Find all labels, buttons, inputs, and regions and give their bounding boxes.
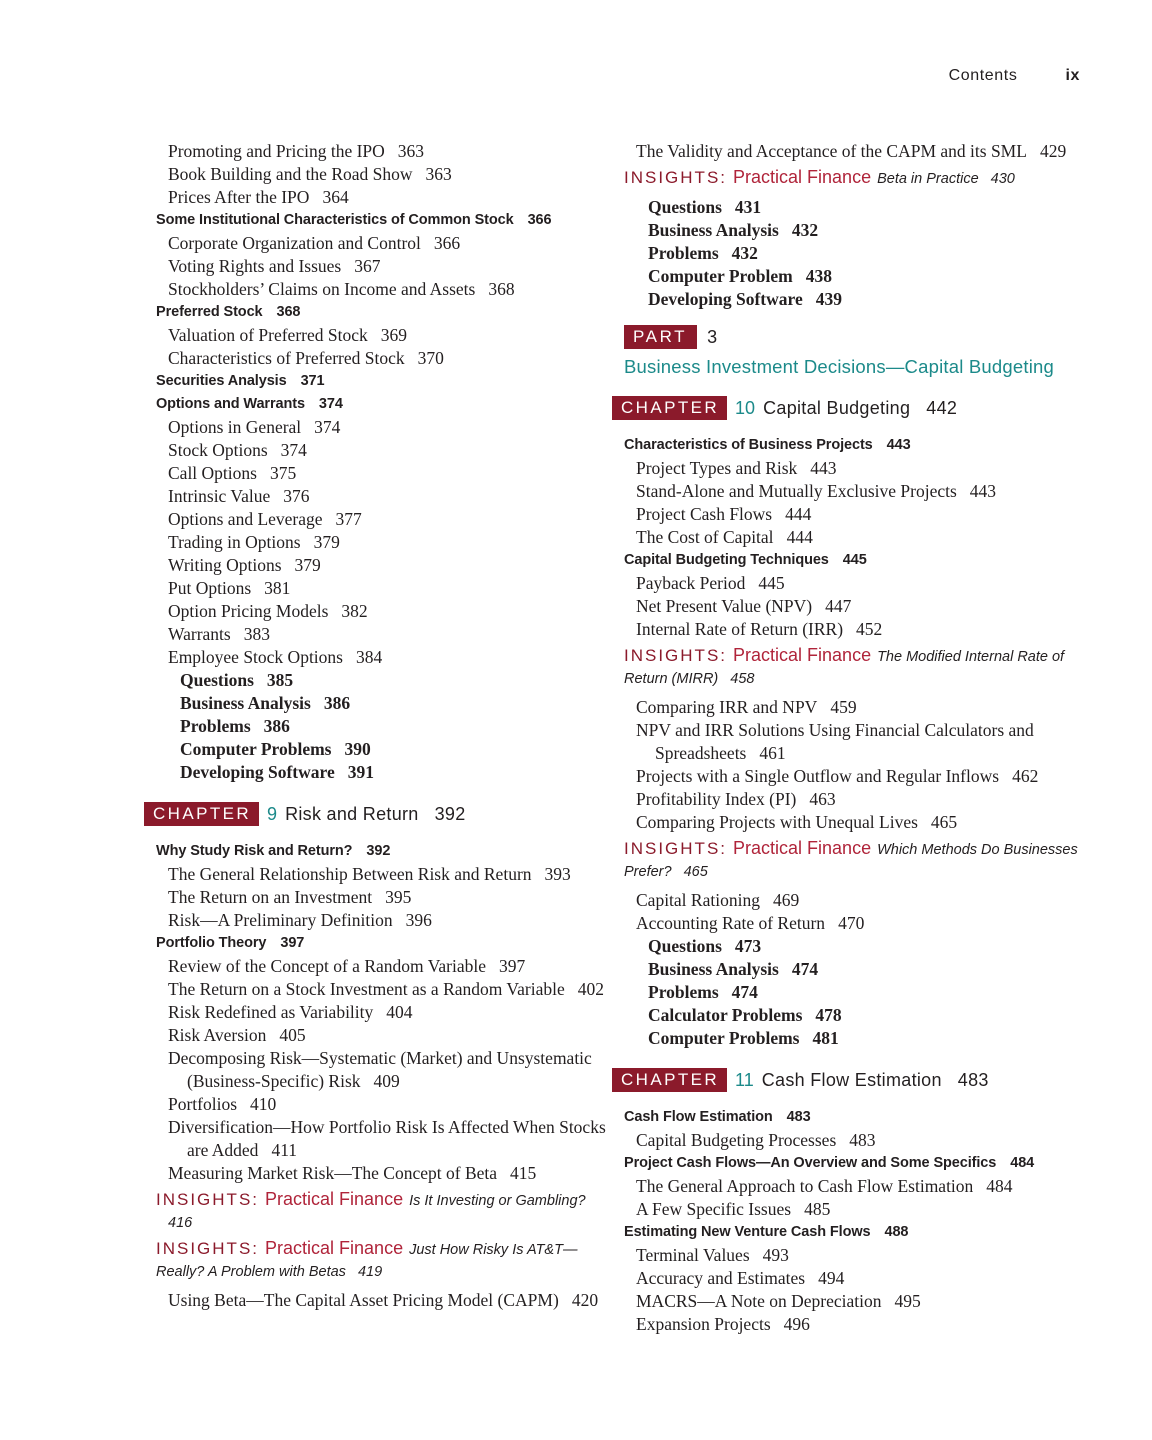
- entry-title: Comparing Projects with Unequal Lives: [636, 812, 918, 832]
- entry-title: Portfolios: [168, 1094, 238, 1114]
- page-ref: 375: [269, 463, 297, 483]
- entry-title: Risk Redefined as Variability: [168, 1002, 374, 1022]
- entry-title: Problems: [648, 243, 719, 263]
- entry-title: Developing Software: [648, 289, 803, 309]
- page-ref: 461: [759, 743, 786, 763]
- entry-title: Securities Analysis: [156, 373, 287, 389]
- toc-subsection-entry[interactable]: [156, 1024, 606, 1047]
- toc-subsection-entry[interactable]: [156, 863, 606, 886]
- insight-tag: INSIGHTS:: [624, 168, 728, 187]
- entry-title: The Validity and Acceptance of the CAPM and its SML: [636, 141, 1027, 161]
- entry-title: Terminal Values: [636, 1245, 750, 1265]
- entry-title: Comparing IRR and NPV: [636, 697, 818, 717]
- insight-label: Practical Finance: [733, 167, 872, 187]
- entry-title: Questions: [180, 670, 254, 690]
- toc-subsection-entry[interactable]: [624, 572, 1084, 595]
- entry-title: The General Relationship Between Risk and Return: [168, 864, 532, 884]
- entry-title: Stand-Alone and Mutually Exclusive Projects: [636, 481, 957, 501]
- page-ref: 383: [243, 624, 270, 644]
- toc-section-heading[interactable]: [156, 209, 606, 232]
- toc-subsection-entry[interactable]: [624, 480, 1084, 503]
- toc-subsection-entry[interactable]: [156, 1001, 606, 1024]
- entry-title: Cash Flow Estimation: [624, 1109, 773, 1125]
- insight-box-entry[interactable]: [156, 1238, 606, 1283]
- page-ref: 402: [577, 979, 604, 999]
- page-ref: 474: [731, 982, 758, 1002]
- page-ref: 390: [344, 739, 371, 759]
- entry-title: Estimating New Venture Cash Flows: [624, 1224, 871, 1240]
- insight-label: Practical Finance: [733, 838, 872, 858]
- page-ref: 377: [335, 509, 362, 529]
- page-ref: 431: [734, 197, 762, 217]
- page-ref: 420: [571, 1290, 599, 1310]
- toc-subsection-entry[interactable]: [624, 1129, 1084, 1152]
- entry-title: Portfolio Theory: [156, 935, 267, 951]
- toc-end-matter-entry[interactable]: [624, 958, 1084, 981]
- toc-section-heading[interactable]: [156, 393, 606, 416]
- page-ref: 443: [969, 481, 997, 501]
- running-head: [949, 67, 1080, 85]
- chapter-title-text: Cash Flow Estimation: [761, 1069, 942, 1090]
- entry-title: Questions: [648, 197, 722, 217]
- page-ref: 371: [300, 373, 325, 389]
- entry-title: Diversification—How Portfolio Risk Is Affected When Stocks are Added: [168, 1117, 606, 1160]
- toc-subsection-entry[interactable]: [156, 1116, 606, 1162]
- toc-end-matter-entry[interactable]: [624, 981, 1084, 1004]
- page-ref: 370: [417, 348, 444, 368]
- entry-title: Characteristics of Preferred Stock: [168, 348, 405, 368]
- page-ref: 386: [323, 693, 351, 713]
- insight-tag: INSIGHTS:: [156, 1190, 260, 1209]
- entry-title: Payback Period: [636, 573, 746, 593]
- toc-subsection-entry[interactable]: [156, 1162, 606, 1185]
- toc-subsection-entry[interactable]: [156, 1047, 606, 1093]
- toc-section-heading[interactable]: [624, 1152, 1084, 1175]
- entry-title: Stock Options: [168, 440, 268, 460]
- entry-title: Business Analysis: [648, 220, 779, 240]
- page-ref: 395: [385, 887, 412, 907]
- toc-subsection-entry[interactable]: [156, 646, 606, 669]
- page-ref: 483: [849, 1130, 876, 1150]
- toc-subsection-entry[interactable]: [156, 978, 606, 1001]
- entry-title: Book Building and the Road Show: [168, 164, 413, 184]
- toc-section-heading[interactable]: [624, 434, 1084, 457]
- toc-end-matter-entry[interactable]: [624, 935, 1084, 958]
- toc-subsection-entry[interactable]: [156, 508, 606, 531]
- insight-title: Just How Risky Is AT&T—Really? A Problem with Betas: [156, 1242, 578, 1280]
- entry-title: Intrinsic Value: [168, 486, 271, 506]
- page-ref: 483: [957, 1069, 989, 1090]
- page-ref: 397: [280, 935, 305, 951]
- page-ref: 444: [786, 527, 813, 547]
- toc-subsection-entry[interactable]: [624, 1198, 1084, 1221]
- toc-end-matter-entry[interactable]: [156, 761, 606, 784]
- toc-subsection-entry[interactable]: [156, 955, 606, 978]
- toc-end-matter-entry[interactable]: [624, 265, 1084, 288]
- entry-title: Accounting Rate of Return: [636, 913, 826, 933]
- page-ref: 404: [386, 1002, 413, 1022]
- page-ref: 474: [791, 959, 819, 979]
- toc-end-matter-entry[interactable]: [156, 669, 606, 692]
- page-ref: 363: [397, 141, 425, 161]
- toc-subsection-entry[interactable]: [624, 1290, 1084, 1313]
- page-ref: 366: [433, 233, 461, 253]
- insight-box-entry[interactable]: [624, 838, 1084, 883]
- entry-title: Using Beta—The Capital Asset Pricing Model (CAPM): [168, 1290, 559, 1310]
- chapter-title: [763, 398, 957, 419]
- page-ref: 485: [804, 1199, 831, 1219]
- toc-end-matter-entry[interactable]: [624, 1027, 1084, 1050]
- toc-subsection-entry[interactable]: [624, 765, 1084, 788]
- entry-title: Characteristics of Business Projects: [624, 437, 873, 453]
- entry-title: Accuracy and Estimates: [636, 1268, 806, 1288]
- insight-box-entry[interactable]: [624, 167, 1084, 190]
- page-ref: 369: [380, 325, 407, 345]
- page-ref: 384: [355, 647, 383, 667]
- toc-subsection-entry[interactable]: [624, 1175, 1084, 1198]
- insight-label: Practical Finance: [265, 1189, 404, 1209]
- page-ref: 443: [810, 458, 837, 478]
- page-ref: 496: [783, 1314, 810, 1334]
- chapter-number: 9: [267, 803, 278, 824]
- page-ref: 484: [1010, 1155, 1035, 1171]
- entry-title: Project Cash Flows—An Overview and Some Specifics: [624, 1155, 997, 1171]
- chapter-label: CHAPTER: [612, 396, 727, 420]
- chapter-heading[interactable]: [144, 802, 606, 826]
- page-ref: 363: [425, 164, 452, 184]
- page-ref: 409: [373, 1071, 400, 1091]
- page-ref: 392: [366, 843, 391, 859]
- page-ref: 432: [731, 243, 758, 263]
- toc-subsection-entry[interactable]: [624, 788, 1084, 811]
- entry-title: The Cost of Capital: [636, 527, 774, 547]
- entry-title: Computer Problem: [648, 266, 793, 286]
- page-ref: 484: [986, 1176, 1013, 1196]
- page-ref: 385: [266, 670, 294, 690]
- entry-title: Net Present Value (NPV): [636, 596, 813, 616]
- toc-subsection-entry[interactable]: [624, 457, 1084, 480]
- entry-title: Valuation of Preferred Stock: [168, 325, 368, 345]
- page-ref: 367: [354, 256, 381, 276]
- toc-end-matter-entry[interactable]: [156, 715, 606, 738]
- page-ref: 374: [314, 417, 341, 437]
- entry-title: Business Analysis: [180, 693, 311, 713]
- entry-title: Put Options: [168, 578, 252, 598]
- toc-subsection-entry[interactable]: [156, 577, 606, 600]
- toc-left-column: [153, 140, 606, 1312]
- page-ref: 374: [280, 440, 307, 460]
- page-ref: 488: [884, 1224, 909, 1240]
- toc-subsection-entry[interactable]: [624, 503, 1084, 526]
- entry-title: Business Analysis: [648, 959, 779, 979]
- page-ref: 494: [818, 1268, 845, 1288]
- entry-title: Call Options: [168, 463, 257, 483]
- page-ref: 381: [264, 578, 291, 598]
- page-ref: 366: [527, 212, 552, 228]
- entry-title: Capital Budgeting Processes: [636, 1130, 837, 1150]
- entry-title: The Return on a Stock Investment as a Random Variable: [168, 979, 565, 999]
- entry-title: Calculator Problems: [648, 1005, 803, 1025]
- page-ref: 478: [815, 1005, 842, 1025]
- part-label: PART: [624, 325, 697, 349]
- toc-subsection-entry[interactable]: [156, 485, 606, 508]
- page-ref: 392: [434, 803, 466, 824]
- chapter-title-text: Capital Budgeting: [763, 397, 911, 418]
- toc-subsection-entry[interactable]: [624, 811, 1084, 834]
- page-ref: 405: [279, 1025, 306, 1045]
- chapter-label: CHAPTER: [612, 1068, 727, 1092]
- toc-section-heading[interactable]: [624, 549, 1084, 572]
- entry-title: Employee Stock Options: [168, 647, 343, 667]
- toc-subsection-entry[interactable]: [156, 324, 606, 347]
- page-ref: 391: [347, 762, 374, 782]
- page-ref: 368: [488, 279, 515, 299]
- toc-section-heading[interactable]: [156, 370, 606, 393]
- page-ref: 386: [263, 716, 290, 736]
- entry-title: Some Institutional Characteristics of Common Stock: [156, 212, 514, 228]
- page-ref: 432: [791, 220, 819, 240]
- toc-subsection-entry[interactable]: [624, 618, 1084, 641]
- page-ref: 473: [734, 936, 762, 956]
- part-number: 3: [707, 326, 718, 347]
- insight-title: The Modified Internal Rate of Return (MIRR): [624, 649, 1065, 687]
- insight-box-entry[interactable]: [156, 1189, 606, 1234]
- entry-title: Project Cash Flows: [636, 504, 773, 524]
- entry-title: Corporate Organization and Control: [168, 233, 421, 253]
- part-heading: [624, 325, 1084, 349]
- toc-subsection-entry[interactable]: [624, 912, 1084, 935]
- entry-title: NPV and IRR Solutions Using Financial Calculators and Spreadsheets: [636, 720, 1034, 763]
- page-ref: 411: [271, 1140, 298, 1160]
- entry-title: Computer Problems: [648, 1028, 800, 1048]
- insight-tag: INSIGHTS:: [624, 646, 728, 665]
- toc-subsection-entry[interactable]: [156, 886, 606, 909]
- page-ref: 379: [294, 555, 321, 575]
- toc-right-column: [621, 140, 1084, 1336]
- toc-subsection-entry[interactable]: [624, 526, 1084, 549]
- toc-end-matter-entry[interactable]: [624, 219, 1084, 242]
- entry-title: Decomposing Risk—Systematic (Market) and Unsystematic (Business-Specific) Risk: [168, 1048, 592, 1091]
- page-ref: 374: [318, 396, 343, 412]
- page-ref: 439: [815, 289, 842, 309]
- toc-section-heading[interactable]: [156, 301, 606, 324]
- toc-subsection-entry[interactable]: [624, 696, 1084, 719]
- page-ref: 416: [168, 1215, 193, 1231]
- toc-end-matter-entry[interactable]: [624, 196, 1084, 219]
- entry-title: Developing Software: [180, 762, 335, 782]
- entry-title: Why Study Risk and Return?: [156, 843, 353, 859]
- chapter-title: [285, 804, 466, 825]
- page-ref: 438: [805, 266, 832, 286]
- toc-subsection-entry[interactable]: [156, 140, 606, 163]
- entry-title: Questions: [648, 936, 722, 956]
- entry-title: Writing Options: [168, 555, 282, 575]
- page-ref: 368: [276, 304, 301, 320]
- entry-title: The General Approach to Cash Flow Estimation: [636, 1176, 974, 1196]
- entry-title: Trading in Options: [168, 532, 301, 552]
- toc-subsection-entry[interactable]: [156, 232, 606, 255]
- entry-title: Options in General: [168, 417, 302, 437]
- page-ref: 364: [322, 187, 349, 207]
- toc-subsection-entry[interactable]: [156, 278, 606, 301]
- toc-subsection-entry[interactable]: [156, 186, 606, 209]
- entry-title: Warrants: [168, 624, 231, 644]
- entry-title: Preferred Stock: [156, 304, 263, 320]
- chapter-heading[interactable]: [612, 396, 1084, 420]
- entry-title: The Return on an Investment: [168, 887, 373, 907]
- page-ref: 396: [405, 910, 432, 930]
- entry-title: Internal Rate of Return (IRR): [636, 619, 844, 639]
- entry-title: Computer Problems: [180, 739, 332, 759]
- entry-title: Expansion Projects: [636, 1314, 771, 1334]
- page-ref: 442: [926, 397, 958, 418]
- page-ref: 430: [990, 171, 1015, 187]
- entry-title: Profitability Index (PI): [636, 789, 797, 809]
- entry-title: Projects with a Single Outflow and Regular Inflows: [636, 766, 1000, 786]
- insight-tag: INSIGHTS:: [156, 1239, 260, 1258]
- chapter-title-text: Risk and Return: [285, 803, 419, 824]
- running-head-title: Contents: [948, 67, 1018, 84]
- chapter-number: 10: [735, 397, 756, 418]
- insight-box-entry[interactable]: [624, 645, 1084, 690]
- entry-title: Risk—A Preliminary Definition: [168, 910, 393, 930]
- entry-title: Promoting and Pricing the IPO: [168, 141, 385, 161]
- page-ref: 452: [856, 619, 883, 639]
- page-ref: 483: [786, 1109, 811, 1125]
- insight-label: Practical Finance: [733, 645, 872, 665]
- toc-subsection-entry[interactable]: [624, 1313, 1084, 1336]
- insight-title: Which Methods Do Businesses Prefer?: [624, 842, 1078, 880]
- toc-subsection-entry[interactable]: [156, 531, 606, 554]
- insight-tag: INSIGHTS:: [624, 839, 728, 858]
- toc-subsection-entry[interactable]: [624, 889, 1084, 912]
- toc-section-heading[interactable]: [624, 1221, 1084, 1244]
- toc-subsection-entry[interactable]: [624, 719, 1084, 765]
- chapter-label: CHAPTER: [144, 802, 259, 826]
- page-ref: 459: [830, 697, 857, 717]
- chapter-heading[interactable]: [612, 1068, 1084, 1092]
- entry-title: Options and Leverage: [168, 509, 323, 529]
- toc-section-heading[interactable]: [156, 840, 606, 863]
- toc-end-matter-entry[interactable]: [624, 1004, 1084, 1027]
- page-ref: 465: [930, 812, 958, 832]
- page-ref: 465: [683, 864, 708, 880]
- toc-subsection-entry[interactable]: [624, 1244, 1084, 1267]
- chapter-title: [762, 1070, 989, 1091]
- entry-title: A Few Specific Issues: [636, 1199, 792, 1219]
- toc-subsection-entry[interactable]: [156, 1093, 606, 1116]
- page-ref: 410: [250, 1094, 277, 1114]
- toc-section-heading[interactable]: [624, 1106, 1084, 1129]
- page-ref: 444: [785, 504, 812, 524]
- entry-title: Capital Budgeting Techniques: [624, 552, 829, 568]
- toc-subsection-entry[interactable]: [156, 600, 606, 623]
- toc-subsection-entry[interactable]: [156, 554, 606, 577]
- toc-subsection-entry[interactable]: [624, 595, 1084, 618]
- entry-title: Option Pricing Models: [168, 601, 329, 621]
- page-ref: 393: [544, 864, 571, 884]
- toc-subsection-entry[interactable]: [624, 140, 1084, 163]
- insight-title: Beta in Practice: [877, 171, 979, 187]
- page-ref: 376: [283, 486, 310, 506]
- page-ref: 445: [758, 573, 785, 593]
- page-ref: 463: [809, 789, 836, 809]
- toc-subsection-entry[interactable]: [156, 1289, 606, 1312]
- toc-subsection-entry[interactable]: [156, 347, 606, 370]
- page-ref: 470: [838, 913, 865, 933]
- entry-title: Voting Rights and Issues: [168, 256, 342, 276]
- page-ref: 493: [762, 1245, 789, 1265]
- entry-title: Measuring Market Risk—The Concept of Beta: [168, 1163, 498, 1183]
- entry-title: Options and Warrants: [156, 396, 305, 412]
- page-ref: 462: [1012, 766, 1039, 786]
- page-ref: 397: [499, 956, 526, 976]
- page-ref: 443: [886, 437, 911, 453]
- page-ref: 469: [772, 890, 800, 910]
- toc-end-matter-entry[interactable]: [156, 738, 606, 761]
- toc-end-matter-entry[interactable]: [624, 288, 1084, 311]
- entry-title: Project Types and Risk: [636, 458, 798, 478]
- page-ref: 447: [825, 596, 852, 616]
- toc-subsection-entry[interactable]: [156, 163, 606, 186]
- entry-title: Problems: [648, 982, 719, 1002]
- toc-subsection-entry[interactable]: [156, 439, 606, 462]
- entry-title: Risk Aversion: [168, 1025, 267, 1045]
- entry-title: Prices After the IPO: [168, 187, 310, 207]
- insight-label: Practical Finance: [265, 1238, 404, 1258]
- entry-title: MACRS—A Note on Depreciation: [636, 1291, 882, 1311]
- page-ref: 429: [1039, 141, 1067, 161]
- toc-subsection-entry[interactable]: [156, 909, 606, 932]
- page-number: ix: [1065, 67, 1080, 84]
- page-ref: 379: [313, 532, 340, 552]
- page-ref: 445: [842, 552, 867, 568]
- toc-subsection-entry[interactable]: [624, 1267, 1084, 1290]
- page-ref: 419: [357, 1264, 383, 1280]
- entry-title: Review of the Concept of a Random Variable: [168, 956, 486, 976]
- page-ref: 382: [341, 601, 368, 621]
- page-ref: 481: [812, 1028, 839, 1048]
- page-ref: 415: [510, 1163, 537, 1183]
- insight-title: Is It Investing or Gambling?: [409, 1193, 586, 1209]
- toc-section-heading[interactable]: [156, 932, 606, 955]
- toc-subsection-entry[interactable]: [156, 623, 606, 646]
- page-ref: 495: [894, 1291, 921, 1311]
- entry-title: Problems: [180, 716, 251, 736]
- page-ref: 458: [730, 671, 755, 687]
- entry-title: Stockholders’ Claims on Income and Assets: [168, 279, 476, 299]
- toc-end-matter-entry[interactable]: [156, 692, 606, 715]
- toc-end-matter-entry[interactable]: [624, 242, 1084, 265]
- toc-subsection-entry[interactable]: [156, 416, 606, 439]
- part-title[interactable]: Business Investment Decisions—Capital Budgeting: [624, 356, 1054, 377]
- toc-subsection-entry[interactable]: [156, 255, 606, 278]
- toc-subsection-entry[interactable]: [156, 462, 606, 485]
- entry-title: Capital Rationing: [636, 890, 760, 910]
- chapter-number: 11: [735, 1069, 754, 1090]
